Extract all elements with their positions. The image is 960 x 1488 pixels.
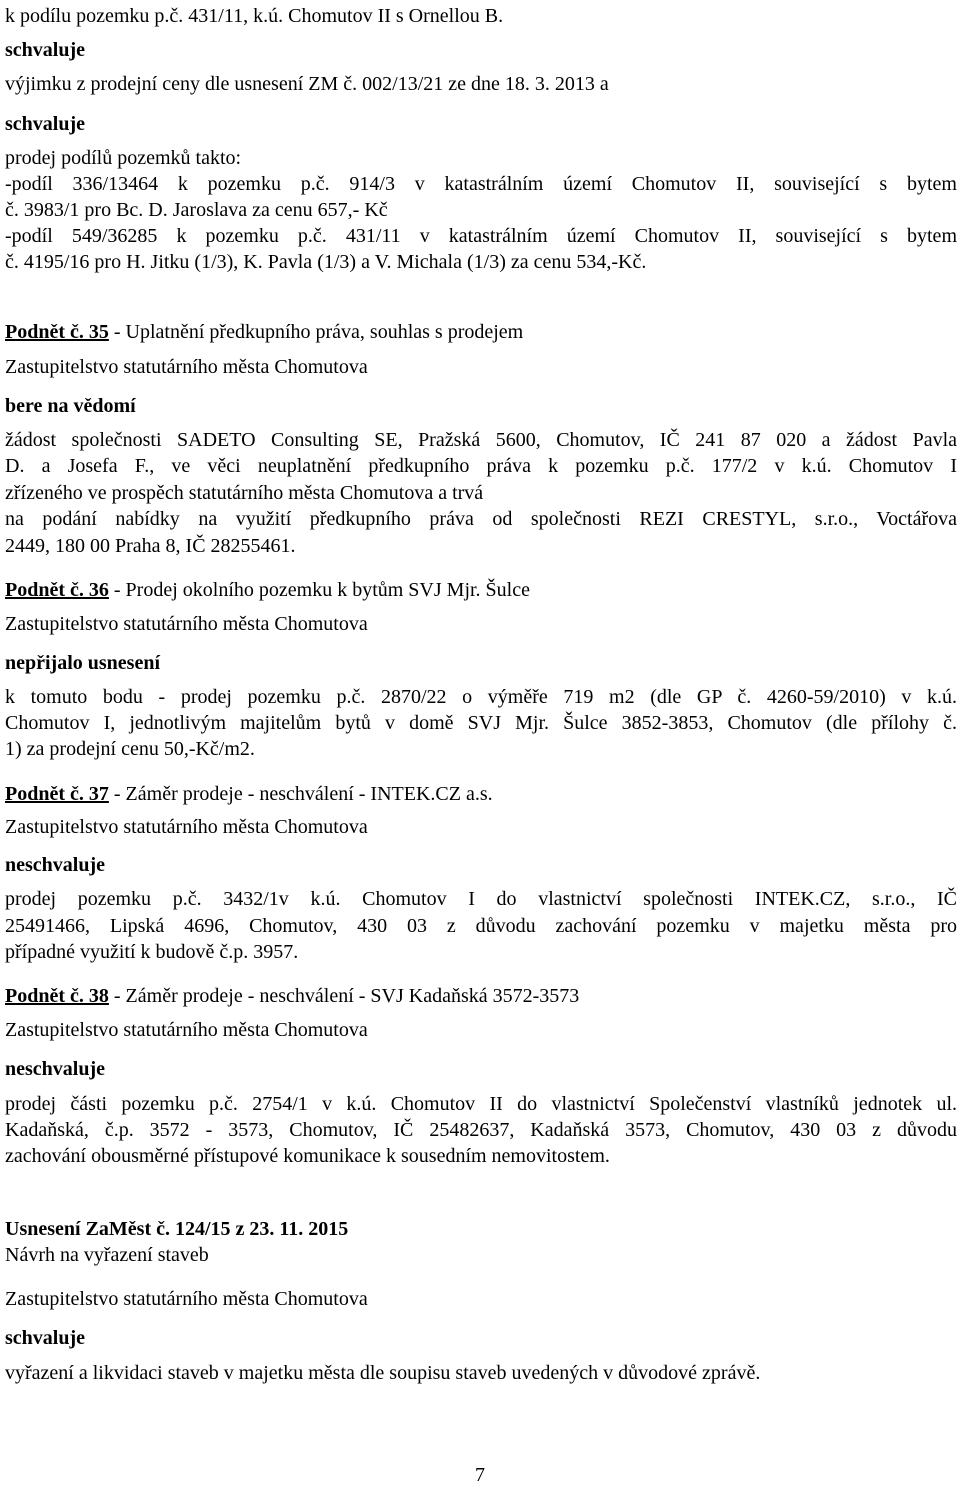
item-number: Podnět č. 36 bbox=[5, 579, 109, 601]
resolution-verb: neschvaluje bbox=[5, 1058, 105, 1080]
text-line: 25491466, Lipská 4696, Chomutov, 430 03 z důvodu zachování pozemku v majetku města pro bbox=[5, 915, 957, 937]
council-name: Zastupitelstvo statutárního města Chomutova bbox=[5, 613, 368, 635]
item-number: Podnět č. 35 bbox=[5, 321, 109, 343]
text-line: vyřazení a likvidaci staveb v majetku města dle soupisu staveb uvedených v důvodové zprávě. bbox=[5, 1362, 761, 1384]
text-line: prodej podílů pozemků takto: bbox=[5, 147, 242, 169]
item-heading bbox=[5, 782, 957, 806]
text-line: Chomutov I, jednotlivým majitelům bytů v domě SVJ Mjr. Šulce 3852-3853, Chomutov (dle přílohy č. bbox=[5, 712, 957, 734]
item-title: - Prodej okolního pozemku k bytům SVJ Mjr. Šulce bbox=[108, 579, 530, 601]
text-line: k podílu pozemku p.č. 431/11, k.ú. Chomutov II s Ornellou B. bbox=[5, 5, 504, 27]
text-line: případné využití k budově č.p. 3957. bbox=[5, 941, 299, 963]
resolution-verb: bere na vědomí bbox=[5, 395, 136, 417]
text-line: 2449, 180 00 Praha 8, IČ 28255461. bbox=[5, 535, 296, 557]
text-line: -podíl 336/13464 k pozemku p.č. 914/3 v katastrálním území Chomutov II, související s bytem bbox=[5, 173, 957, 195]
item-title: - Záměr prodeje - neschválení - SVJ Kadaňská 3572-3573 bbox=[108, 985, 580, 1007]
text-line: prodej pozemku p.č. 3432/1v k.ú. Chomutov I do vlastnictví společnosti INTEK.CZ, s.r.o., IČ bbox=[5, 888, 957, 910]
text-line: -podíl 549/36285 k pozemku p.č. 431/11 v katastrálním území Chomutov II, související s bytem bbox=[5, 225, 957, 247]
text-line: 1) za prodejní cenu 50,-Kč/m2. bbox=[5, 738, 255, 760]
council-name: Zastupitelstvo statutárního města Chomutova bbox=[5, 1019, 368, 1041]
resolution-verb: neschvaluje bbox=[5, 854, 105, 876]
text-line: č. 4195/16 pro H. Jitku (1/3), K. Pavla (1/3) a V. Michala (1/3) za cenu 534,-Kč. bbox=[5, 251, 647, 273]
resolution-title: Návrh na vyřazení staveb bbox=[5, 1244, 209, 1266]
text-line: žádost společnosti SADETO Consulting SE, Pražská 5600, Chomutov, IČ 241 87 020 a žádost Pavla bbox=[5, 429, 957, 451]
text-line: prodej části pozemku p.č. 2754/1 v k.ú. Chomutov II do vlastnictví Společenství vlastníků jednotek ul. bbox=[5, 1093, 957, 1115]
item-number: Podnět č. 38 bbox=[5, 985, 109, 1007]
text-line: zachování obousměrné přístupové komunikace k sousedním nemovitostem. bbox=[5, 1145, 610, 1167]
resolution-verb: schvaluje bbox=[5, 113, 85, 135]
council-name: Zastupitelstvo statutárního města Chomutova bbox=[5, 1288, 368, 1310]
text-line: D. a Josefa F., ve věci neuplatnění předkupního práva k pozemku p.č. 177/2 v k.ú. Chomutov I bbox=[5, 455, 957, 477]
item-title: - Uplatnění předkupního práva, souhlas s prodejem bbox=[108, 321, 524, 343]
item-title: - Záměr prodeje - neschválení - INTEK.CZ a.s. bbox=[108, 783, 493, 805]
item-number: Podnět č. 37 bbox=[5, 783, 109, 805]
text-line: výjimku z prodejní ceny dle usnesení ZM č. 002/13/21 ze dne 18. 3. 2013 a bbox=[5, 73, 609, 95]
council-name: Zastupitelstvo statutárního města Chomutova bbox=[5, 816, 368, 838]
text-line: zřízeného ve prospěch statutárního města Chomutova a trvá bbox=[5, 482, 484, 504]
resolution-verb: schvaluje bbox=[5, 39, 85, 61]
text-line: na podání nabídky na využití předkupního práva od společnosti REZI CRESTYL, s.r.o., Voctářova bbox=[5, 508, 957, 530]
item-heading bbox=[5, 984, 957, 1008]
resolution-verb: schvaluje bbox=[5, 1327, 85, 1349]
council-name: Zastupitelstvo statutárního města Chomutova bbox=[5, 356, 368, 378]
text-line: č. 3983/1 pro Bc. D. Jaroslava za cenu 657,- Kč bbox=[5, 199, 388, 221]
item-heading bbox=[5, 320, 957, 344]
resolution-heading: Usnesení ZaMěst č. 124/15 z 23. 11. 2015 bbox=[5, 1218, 349, 1240]
page-number: 7 bbox=[475, 1464, 485, 1486]
text-line: Kadaňská, č.p. 3572 - 3573, Chomutov, IČ 25482637, Kadaňská 3573, Chomutov, 430 03 z důvodu bbox=[5, 1119, 957, 1141]
item-heading bbox=[5, 578, 957, 602]
resolution-verb: nepřijalo usnesení bbox=[5, 652, 161, 674]
text-line: k tomuto bodu - prodej pozemku p.č. 2870/22 o výměře 719 m2 (dle GP č. 4260-59/2010) v k.ú. bbox=[5, 686, 957, 708]
